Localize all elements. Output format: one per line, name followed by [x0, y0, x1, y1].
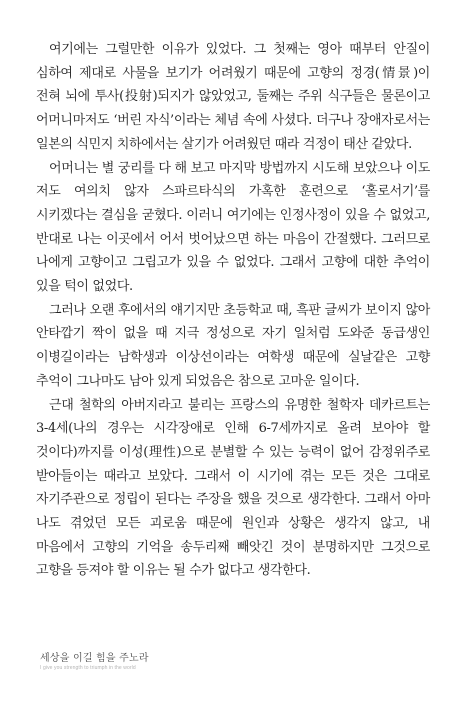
paragraph-4: 근대 철학의 아버지라고 불리는 프랑스의 유명한 철학자 데카르트는 3-4세(나의 경우는 시각장애로 인해 6-7세까지로 올려 보아야 할 것이다)까지를 이성(理性)으로 분별할 수 있는 능력이 없어 감정위주로 받아들이는 때라고 보았다. 그래서 이 시기에 겪는 모든 것은 그대로 자기주관으로 정립이 된다는 주장을 했을 것으로 생각한다. 그래서 아마 나도 겪었던 모든 괴로움 때문에 원인과 상황은 생각지 않고, 내 마음에서 고향의 기억을 송두리째 빼앗긴 것이 분명하지만 그것으로 고향을 등져야 할 이유는 될 수가 없다고 생각한다. — [36, 397, 430, 579]
paragraph-1: 여기에는 그럴만한 이유가 있었다. 그 첫째는 영아 때부터 안질이 심하여 제대로 사물을 보기가 어려웠기 때문에 고향의 정경(情景)이 전혀 뇌에 투사(投射)되지가 않았었고, 둘째는 주위 식구들은 물론이고 어머니마저도 ‘버린 자식’이라는 체념 속에 사셨다. 더구나 장애자로서는 일본의 식민지 치하에서는 살기가 어려웠던 때라 걱정이 태산 같았다. — [36, 42, 430, 152]
paragraph-3: 그러나 오랜 후에서의 얘기지만 초등학교 때, 흑판 글씨가 보이지 않아 안타깝기 짝이 없을 때 지극 정성으로 자기 일처럼 도와준 동급생인 이병길이라는 남학생과 이상선이라는 여학생 때문에 실날같은 고향 추억이 그나마도 남아 있게 되었음은 참으로 고마운 일이다. — [36, 302, 430, 389]
running-footer — [40, 652, 149, 672]
book-title: 세상을 이길 힘을 주노라 — [40, 653, 149, 664]
paragraph-2: 어머니는 별 궁리를 다 해 보고 마지막 방법까지 시도해 보았으나 이도 저도 여의치 않자 스파르타식의 가혹한 훈련으로 ‘홀로서기’를 시키겠다는 결심을 굳혔다. 이러니 여기에는 인정사정이 있을 수 없었고, 반대로 나는 이곳에서 어서 벗어났으면 하는 마음이 간절했다. 그러므로 나에게 고향이고 그립고가 있을 수 없었다. 그래서 고향에 대한 추억이 있을 턱이 없었다. — [36, 160, 430, 295]
book-subtitle: I give you strength to triumph in the world — [40, 665, 136, 671]
body-text — [36, 38, 430, 583]
